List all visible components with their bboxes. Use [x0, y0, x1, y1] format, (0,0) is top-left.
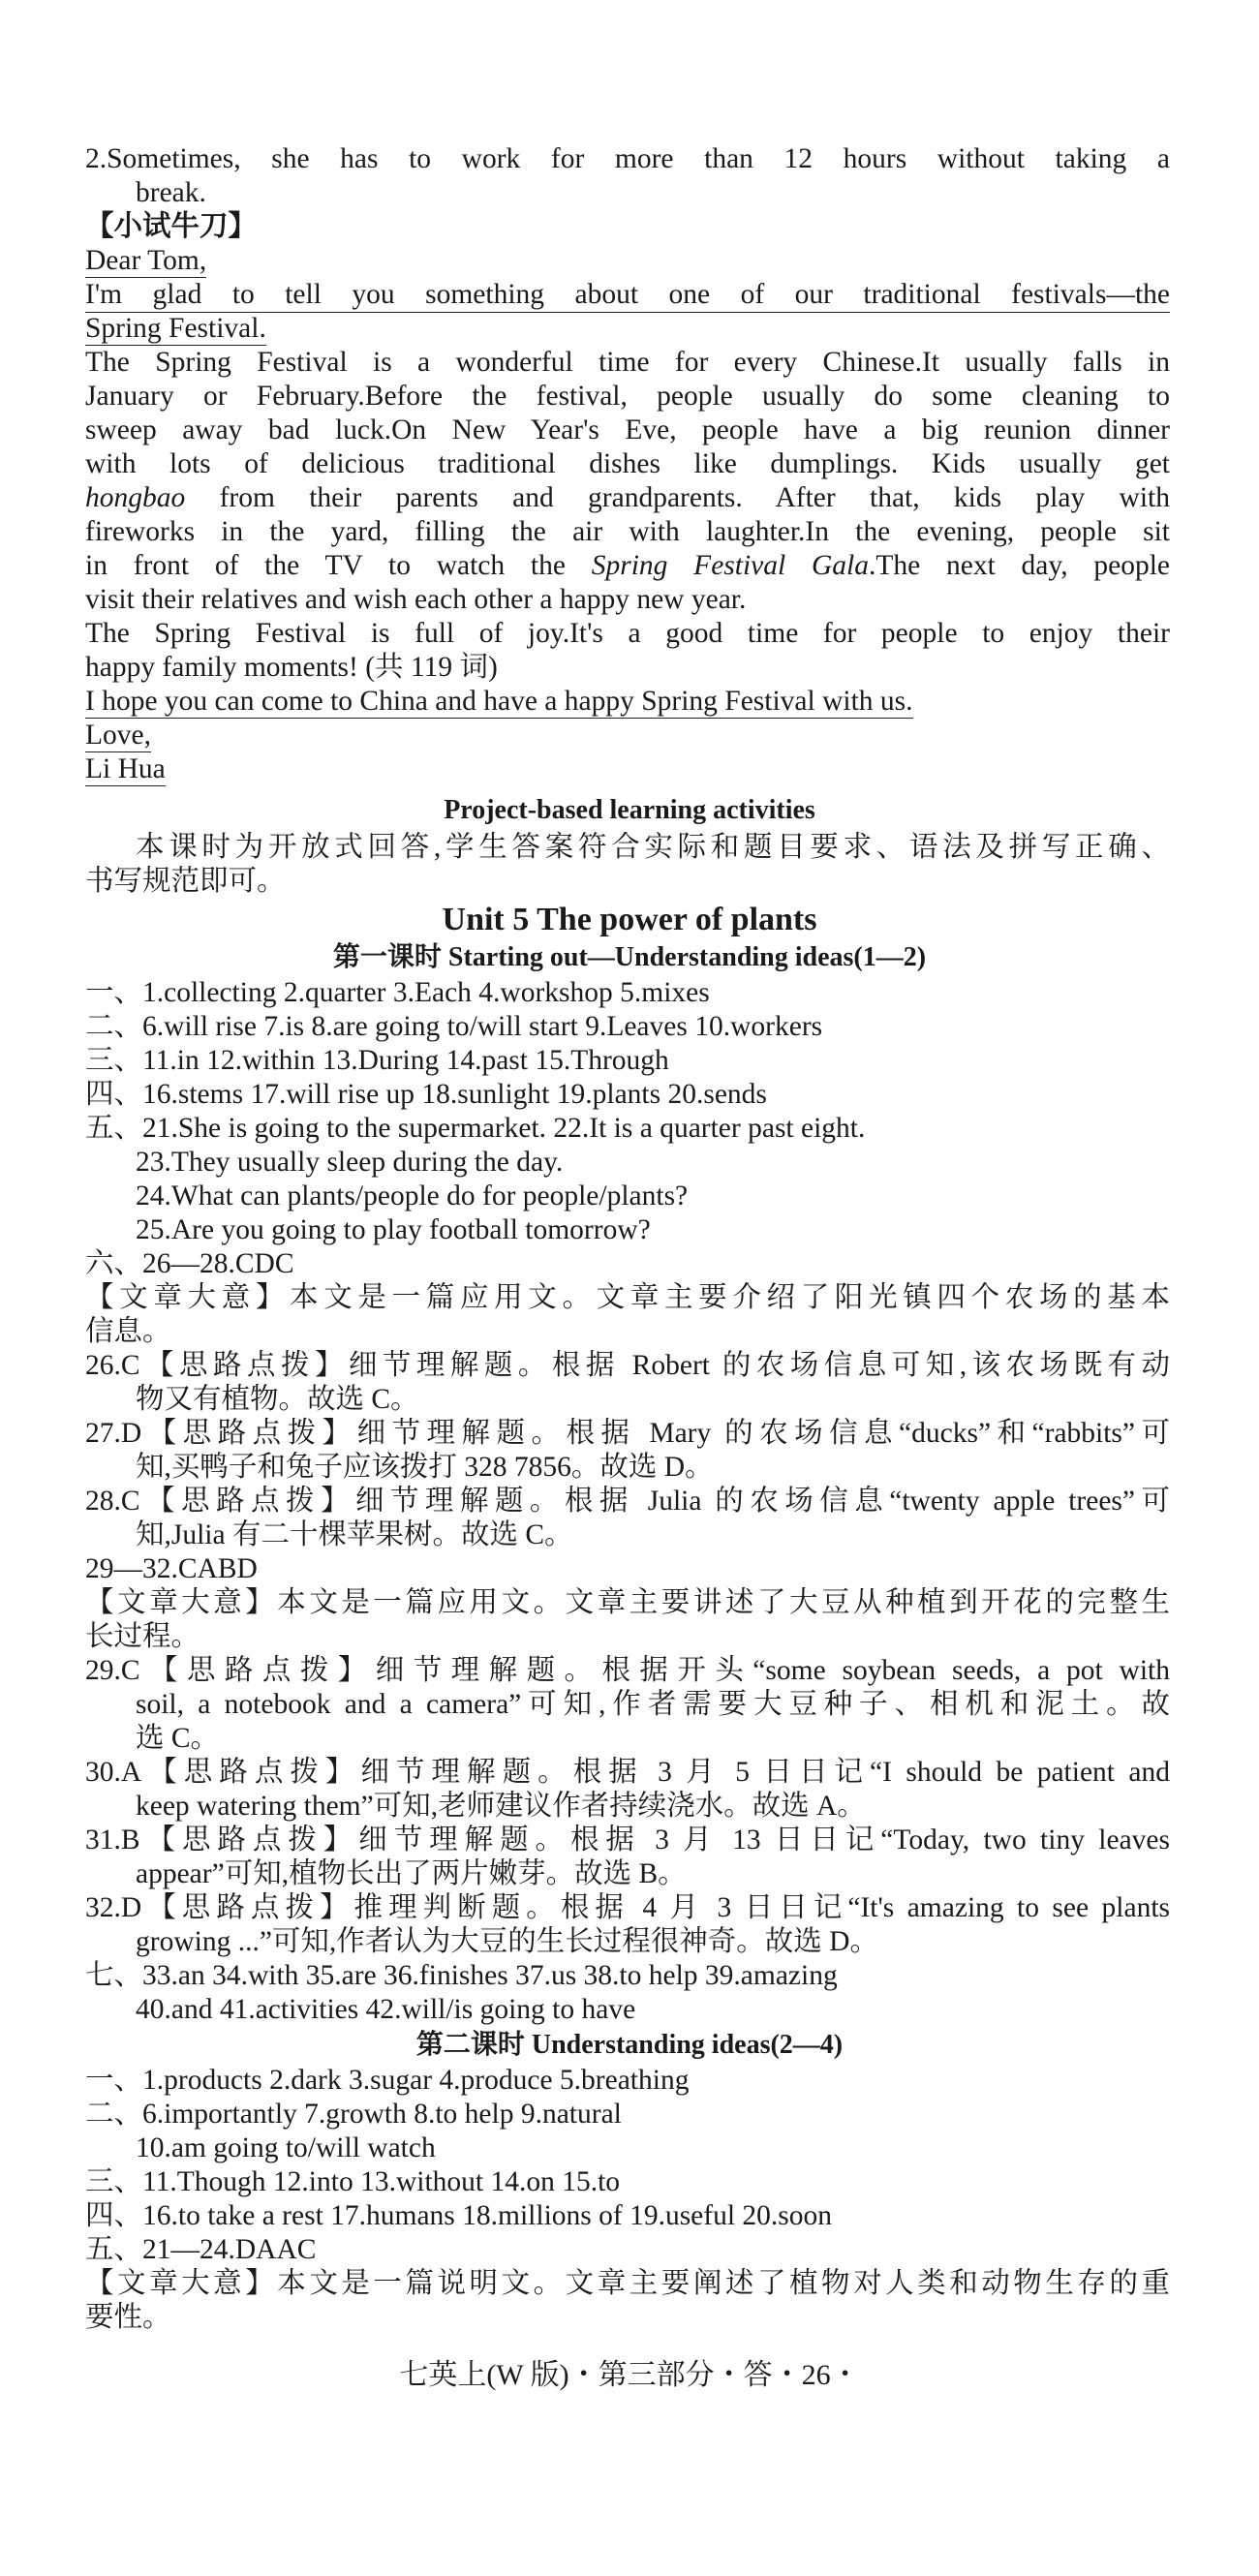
- answer-row: 五、21—24.DAAC: [85, 2234, 317, 2265]
- paragraph: 本课时为开放式回答,学生答案符合实际和题目要求、语法及拼写正确、: [136, 832, 1170, 863]
- explanation: 物又有植物。故选 C。: [136, 1384, 419, 1415]
- answer-row: 29—32.CABD: [85, 1553, 258, 1584]
- lesson-title: 第一课时 Starting out—Understanding ideas(1—2): [332, 942, 927, 972]
- paragraph: 书写规范即可。: [85, 866, 286, 897]
- letter-body: happy family moments! (共 119 词): [85, 652, 498, 683]
- explanation: 27.D【思路点拨】细节理解题。根据 Mary 的农场信息“ducks”和“rabbits”可: [85, 1418, 1170, 1449]
- italic-word: hongbao: [85, 482, 186, 513]
- explanation: 知,Julia 有二十棵苹果树。故选 C。: [136, 1519, 573, 1550]
- explanation: keep watering them”可知,老师建议作者持续浇水。故选 A。: [136, 1791, 866, 1822]
- letter-body: [85, 481, 1170, 514]
- letter-text: in front of the TV to watch the: [85, 550, 592, 581]
- letter-body: sweep away bad luck.On New Year's Eve, people have a big reunion dinner: [85, 414, 1170, 445]
- letter-body: January or February.Before the festival, people usually do some cleaning to: [85, 381, 1170, 412]
- letter-opening-cont: [85, 312, 1170, 345]
- explanation: 31.B【思路点拨】细节理解题。根据 3 月 13 日日记“Today, two tiny leaves: [85, 1825, 1170, 1855]
- explanation: 要性。: [85, 2302, 171, 2333]
- answer-line: 2.Sometimes, she has to work for more than 12 hours without taking a: [85, 143, 1170, 174]
- answer-row: 五、21.She is going to the supermarket. 22.It is a quarter past eight.: [85, 1113, 866, 1144]
- answer-row: 三、11.in 12.within 13.During 14.past 15.Through: [85, 1045, 669, 1076]
- unit-title: Unit 5 The power of plants: [442, 902, 817, 937]
- letter-body: fireworks in the yard, filling the air with laughter.In the evening, people sit: [85, 516, 1170, 547]
- letter-opening: I'm glad to tell you something about one of our traditional festivals—the: [85, 278, 1170, 313]
- section-heading: 【小试牛刀】: [85, 211, 258, 242]
- letter-body: [85, 549, 1170, 582]
- explanation: appear”可知,植物长出了两片嫩芽。故选 B。: [136, 1858, 687, 1889]
- answer-row: 40.and 41.activities 42.will/is going to have: [136, 1994, 636, 2025]
- explanation: 长过程。: [85, 1621, 200, 1652]
- letter-text: .The next day, people: [868, 550, 1171, 581]
- answer-row: 24.What can plants/people do for people/plants?: [136, 1181, 689, 1211]
- answer-line: break.: [136, 177, 206, 208]
- letter-signoff: [85, 719, 1170, 751]
- explanation: 29.C【思路点拨】细节理解题。根据开头“some soybean seeds, a pot with: [85, 1655, 1170, 1686]
- explanation: 选 C。: [136, 1723, 220, 1754]
- letter-body: The Spring Festival is a wonderful time for every Chinese.It usually falls in: [85, 347, 1170, 378]
- answer-row: 二、6.will rise 7.is 8.are going to/will start 9.Leaves 10.workers: [85, 1011, 823, 1042]
- answer-row: 10.am going to/will watch: [136, 2132, 436, 2163]
- letter-body: visit their relatives and wish each other a happy new year.: [85, 584, 747, 615]
- answer-row: 四、16.stems 17.will rise up 18.sunlight 19.plants 20.sends: [85, 1079, 767, 1110]
- explanation: soil, a notebook and a camera”可知,作者需要大豆种子、相机和泥土。故: [136, 1689, 1170, 1720]
- closing-text: I hope you can come to China and have a happy Spring Festival with us.: [85, 686, 913, 717]
- letter-greeting: [85, 244, 1170, 277]
- answer-row: 一、1.products 2.dark 3.sugar 4.produce 5.breathing: [85, 2065, 690, 2096]
- letter-signature: [85, 752, 1170, 785]
- letter-body: The Spring Festival is full of joy.It's a good time for people to enjoy their: [85, 618, 1170, 649]
- explanation: 32.D【思路点拨】推理判断题。根据 4 月 3 日日记“It's amazing to see plants: [85, 1892, 1170, 1923]
- answer-row: 七、33.an 34.with 35.are 36.finishes 37.us 38.to help 39.amazing: [85, 1960, 838, 1991]
- explanation: 【文章大意】本文是一篇应用文。文章主要介绍了阳光镇四个农场的基本: [85, 1282, 1170, 1313]
- italic-title: Spring Festival Gala: [591, 550, 869, 581]
- opening-text: Spring Festival.: [85, 313, 266, 344]
- lesson-title: 第二课时 Understanding ideas(2—4): [415, 2030, 844, 2060]
- answer-row: 一、1.collecting 2.quarter 3.Each 4.workshop 5.mixes: [85, 977, 710, 1008]
- explanation: 信息。: [85, 1316, 171, 1347]
- signature-text: Li Hua: [85, 753, 166, 784]
- section-title: Project-based learning activities: [444, 795, 815, 825]
- answer-row: 23.They usually sleep during the day.: [136, 1147, 564, 1178]
- answer-row: 六、26—28.CDC: [85, 1248, 294, 1279]
- page-footer: 七英上(W 版)・第三部分・答・26・: [399, 2359, 860, 2391]
- signoff-text: Love,: [85, 720, 151, 751]
- answer-row: 二、6.importantly 7.growth 8.to help 9.natural: [85, 2099, 622, 2130]
- letter-closing: [85, 685, 1170, 718]
- answer-row: 四、16.to take a rest 17.humans 18.millions of 19.useful 20.soon: [85, 2200, 833, 2231]
- explanation: 28.C【思路点拨】细节理解题。根据 Julia 的农场信息“twenty apple trees”可: [85, 1486, 1170, 1517]
- explanation: 26.C【思路点拨】细节理解题。根据 Robert 的农场信息可知,该农场既有动: [85, 1350, 1170, 1381]
- letter-body: with lots of delicious traditional dishes like dumplings. Kids usually get: [85, 448, 1170, 479]
- explanation: 30.A【思路点拨】细节理解题。根据 3 月 5 日日记“I should be patient and: [85, 1757, 1170, 1788]
- explanation: 【文章大意】本文是一篇应用文。文章主要讲述了大豆从种植到开花的完整生: [85, 1587, 1170, 1618]
- greeting-text: Dear Tom,: [85, 245, 207, 276]
- answer-row: 25.Are you going to play football tomorrow?: [136, 1214, 651, 1245]
- answer-row: 三、11.Though 12.into 13.without 14.on 15.to: [85, 2166, 621, 2197]
- explanation: growing ...”可知,作者认为大豆的生长过程很神奇。故选 D。: [136, 1926, 878, 1957]
- explanation: 知,买鸭子和兔子应该拨打 328 7856。故选 D。: [136, 1452, 714, 1483]
- explanation: 【文章大意】本文是一篇说明文。文章主要阐述了植物对人类和动物生存的重: [85, 2268, 1170, 2299]
- letter-text: from their parents and grandparents. After that, kids play with: [185, 482, 1170, 513]
